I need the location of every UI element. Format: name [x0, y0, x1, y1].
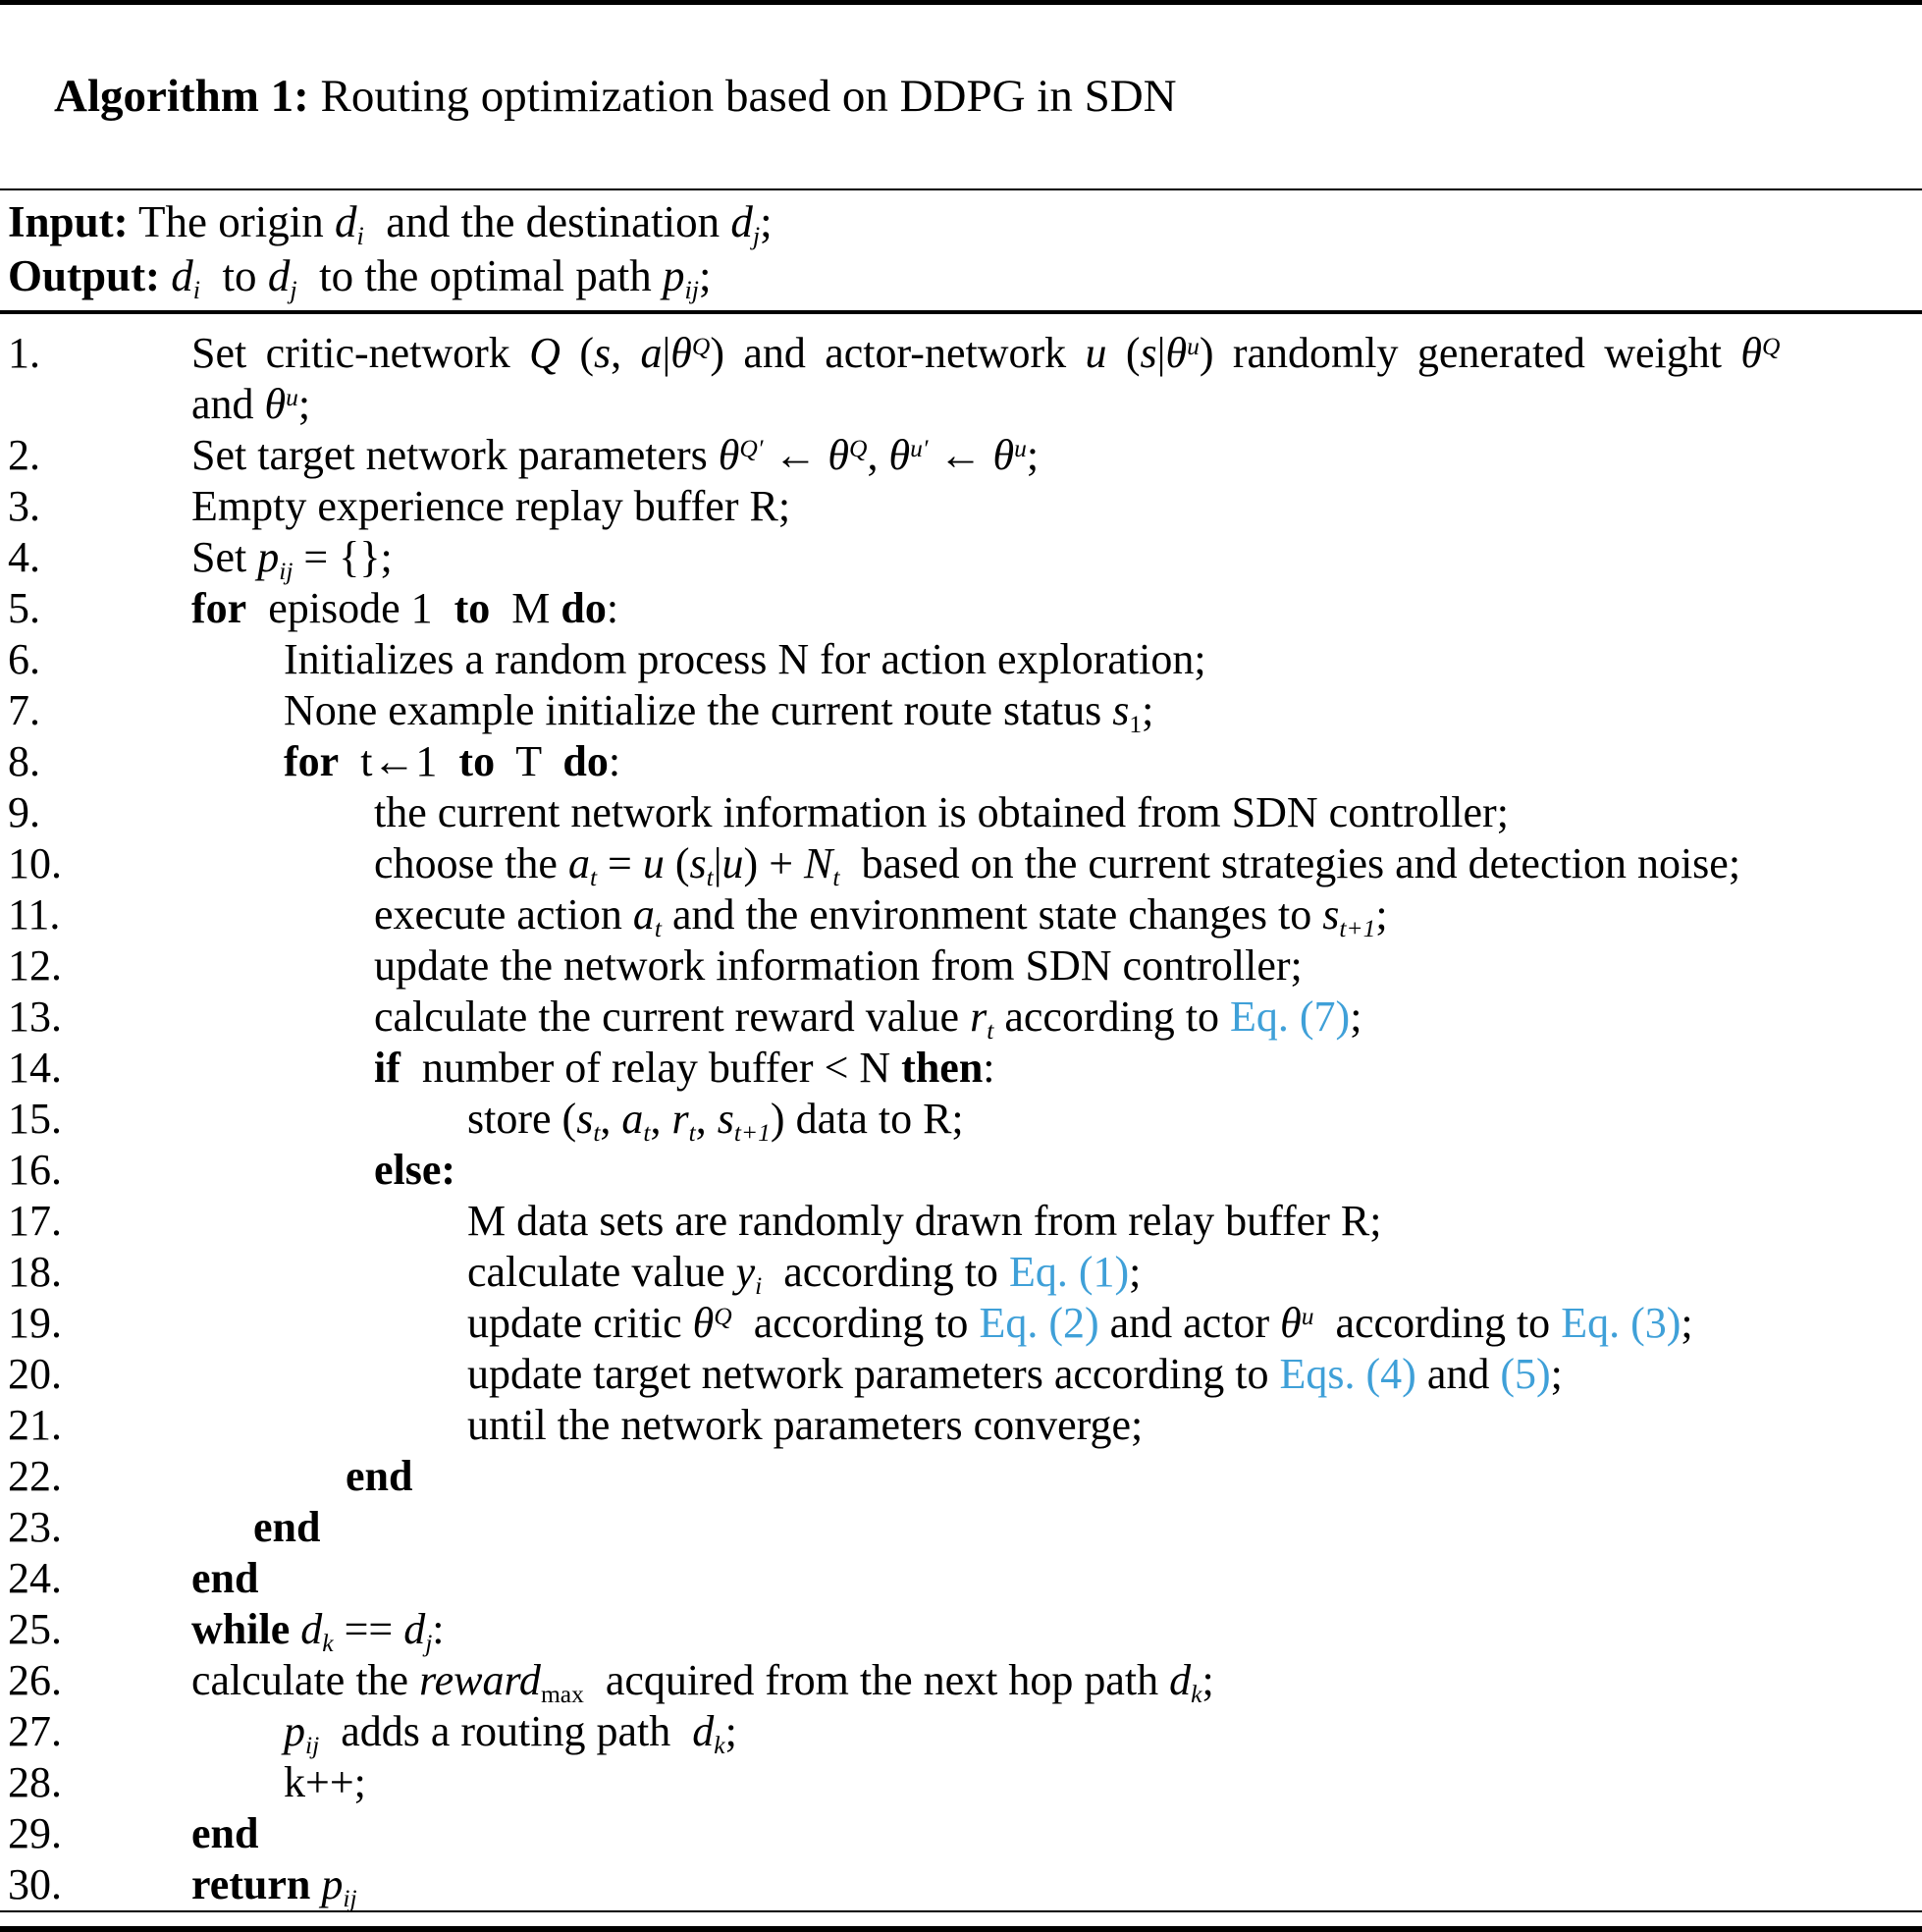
line-number: 16.: [8, 1146, 62, 1195]
input-line: [0, 190, 1922, 249]
text-run: θ: [264, 380, 287, 429]
text-run: Q: [714, 1301, 732, 1330]
text-run: u′: [910, 433, 929, 462]
text-run: d: [692, 1707, 715, 1756]
text-run: ;: [1026, 431, 1040, 480]
text-run: θ: [888, 431, 911, 480]
equation-ref-link[interactable]: Eq. (3): [1561, 1299, 1682, 1348]
text-run: the current network information is obtained from SDN controller;: [374, 788, 1509, 837]
line-number: 27.: [8, 1707, 62, 1756]
output-line: [0, 249, 1922, 310]
text-run: t←1: [339, 737, 459, 786]
text-run: t: [832, 862, 840, 891]
text-run: ij: [343, 1883, 357, 1912]
line-content: [191, 1859, 357, 1910]
algorithm-line-23: [0, 1502, 1922, 1553]
text-run: r: [671, 1095, 689, 1144]
text-run: calculate value: [467, 1248, 736, 1297]
text-run: j: [290, 275, 297, 304]
algorithm-line-5: [0, 583, 1922, 634]
algorithm-line-24: [0, 1553, 1922, 1604]
text-run: according to: [731, 1299, 980, 1348]
line-number: 13.: [8, 993, 62, 1042]
algorithm-line-18: [0, 1247, 1922, 1298]
text-run: :: [606, 584, 619, 633]
equation-ref-link[interactable]: Eq. (7): [1230, 993, 1351, 1042]
text-run: ;: [1350, 993, 1362, 1042]
text-run: and: [191, 380, 265, 429]
text-run: Q′: [739, 433, 764, 462]
text-run: u: [1014, 433, 1027, 462]
text-run: θ: [828, 431, 850, 480]
algorithm-line-15: [0, 1094, 1922, 1145]
line-number: 20.: [8, 1350, 62, 1399]
text-run: Q: [691, 331, 711, 360]
text-run: Q: [1761, 331, 1781, 360]
equation-ref-link[interactable]: (5): [1500, 1350, 1551, 1399]
text-run: update the network information from SDN controller;: [374, 941, 1303, 991]
text-run: Set critic-network: [191, 329, 530, 378]
line-number: 1.: [8, 329, 40, 378]
text-run: d: [730, 197, 753, 247]
line-content: [191, 1094, 964, 1145]
text-run: (: [1106, 329, 1141, 378]
text-run: ←: [928, 431, 993, 480]
line-number: 17.: [8, 1197, 62, 1246]
algorithm-line-28: [0, 1757, 1922, 1808]
text-run: to: [454, 584, 491, 633]
text-run: ;: [1142, 686, 1154, 735]
text-run: ) data to R;: [770, 1095, 964, 1144]
text-run: ==: [333, 1605, 404, 1654]
text-run: according to: [993, 993, 1231, 1042]
text-run: Output:: [8, 251, 161, 301]
line-content: [191, 1553, 258, 1604]
text-run: ,: [695, 1095, 718, 1144]
text-run: :: [608, 737, 621, 786]
text-run: ;: [1550, 1350, 1563, 1399]
text-run: s: [1322, 890, 1340, 939]
text-run: t: [987, 1015, 994, 1045]
algorithm-line-26: [0, 1655, 1922, 1706]
text-run: (: [664, 839, 690, 888]
text-run: d: [267, 251, 291, 301]
line-content: [191, 1196, 1381, 1247]
line-content: [191, 1247, 1141, 1298]
text-run: ,: [650, 1095, 672, 1144]
algorithm-line-21: [0, 1400, 1922, 1451]
text-run: k: [1191, 1679, 1202, 1708]
line-content: [191, 1655, 1214, 1706]
line-content: [191, 1808, 258, 1859]
line-number: 3.: [8, 482, 40, 531]
algorithm-line-2: [0, 430, 1922, 481]
text-run: p: [663, 251, 685, 301]
text-run: t: [654, 913, 662, 942]
text-run: based on the current strategies and detection noise;: [839, 839, 1741, 888]
text-run: calculate the current reward value: [374, 993, 971, 1042]
algorithm-line-4: [0, 532, 1922, 583]
text-run: θ: [1165, 329, 1188, 378]
text-run: end: [253, 1503, 321, 1552]
line-number: 11.: [8, 890, 61, 939]
algorithm-line-6: [0, 634, 1922, 685]
text-run: and the destination: [363, 197, 731, 247]
algorithm-line-8: [0, 736, 1922, 787]
text-run: r: [970, 993, 988, 1042]
text-run: and actor-network: [724, 329, 1086, 378]
text-run: u: [642, 839, 665, 888]
text-run: and the environment state changes to: [661, 890, 1323, 939]
algorithm-line-11: [0, 889, 1922, 940]
line-number: 9.: [8, 788, 40, 837]
algorithm-line-12: [0, 940, 1922, 992]
line-content: [191, 328, 1780, 379]
line-content: [191, 532, 393, 583]
text-run: to the optimal path: [296, 251, 663, 301]
text-run: and: [1415, 1350, 1501, 1399]
line-content: [191, 992, 1361, 1043]
text-run: number of relay buffer < N: [400, 1044, 902, 1093]
text-run: for: [191, 584, 247, 633]
text-run: return: [191, 1860, 311, 1909]
line-content: [191, 634, 1206, 685]
text-run: Set target network parameters: [191, 431, 719, 480]
bottom-rule-thin: [0, 1910, 1922, 1912]
algorithm-line-16: [0, 1145, 1922, 1196]
text-run: k: [322, 1628, 334, 1657]
text-run: ij: [279, 556, 294, 585]
text-run: = {};: [293, 533, 393, 582]
text-run: Input:: [8, 197, 129, 247]
text-run: T: [495, 737, 563, 786]
line-number: [0, 379, 191, 430]
text-run: a: [567, 839, 590, 888]
algorithm-line-continuation: [0, 379, 1922, 430]
equation-ref-link[interactable]: Eqs. (4): [1279, 1350, 1416, 1399]
text-run: if: [374, 1044, 400, 1093]
text-run: update critic: [467, 1299, 693, 1348]
line-content: [191, 685, 1153, 736]
text-run: M data sets are randomly drawn from relay buffer R;: [467, 1197, 1382, 1246]
text-run: s: [717, 1095, 734, 1144]
line-content: [191, 1145, 455, 1196]
line-content: [191, 940, 1303, 992]
algorithm-line-17: [0, 1196, 1922, 1247]
text-run: j: [752, 221, 761, 250]
text-run: ←: [763, 431, 828, 480]
text-run: ij: [305, 1730, 320, 1759]
line-content: [191, 430, 1039, 481]
text-run: Q: [849, 433, 868, 462]
line-number: 18.: [8, 1248, 62, 1297]
algorithm-line-1: [0, 328, 1922, 379]
line-content: [191, 787, 1509, 838]
algorithm-body: [0, 314, 1922, 1910]
text-run: |: [713, 839, 722, 888]
text-run: k: [714, 1730, 725, 1759]
text-run: Set: [191, 533, 258, 582]
line-number: 10.: [8, 839, 62, 888]
text-run: t+1: [733, 1117, 771, 1147]
text-run: Initializes a random process N for action exploration;: [284, 635, 1206, 684]
text-run: i: [755, 1270, 763, 1300]
text-run: ,: [600, 1095, 622, 1144]
text-run: else:: [374, 1146, 456, 1195]
text-run: according to: [762, 1248, 1009, 1297]
line-content: [191, 1706, 737, 1757]
line-content: [191, 481, 790, 532]
text-run: d: [300, 1605, 323, 1654]
text-run: execute action: [374, 890, 633, 939]
text-run: ;: [1201, 1656, 1214, 1705]
bottom-rule-thick: [0, 1926, 1922, 1932]
text-run: ) +: [743, 839, 805, 888]
text-run: :: [983, 1044, 995, 1093]
text-run: to: [200, 251, 268, 301]
line-number: 25.: [8, 1605, 62, 1654]
text-run: end: [191, 1554, 259, 1603]
text-run: choose the: [374, 839, 568, 888]
algorithm-label: Algorithm 1:: [54, 70, 309, 122]
text-run: then: [901, 1044, 984, 1093]
text-run: ;: [297, 380, 311, 429]
line-number: 19.: [8, 1299, 62, 1348]
algorithm-line-22: [0, 1451, 1922, 1502]
algorithm-line-10: [0, 838, 1922, 889]
line-number: 8.: [8, 737, 40, 786]
text-run: ,: [611, 329, 641, 378]
line-number: 4.: [8, 533, 40, 582]
line-content: [191, 1400, 1143, 1451]
text-run: θ: [718, 431, 740, 480]
algorithm-line-20: [0, 1349, 1922, 1400]
text-run: end: [346, 1452, 413, 1501]
text-run: ;: [1375, 890, 1388, 939]
algorithm-line-27: [0, 1706, 1922, 1757]
line-number: 22.: [8, 1452, 62, 1501]
text-run: t+1: [1339, 913, 1376, 942]
text-run: i: [356, 221, 364, 250]
text-run: u: [1301, 1301, 1314, 1330]
text-run: θ: [692, 1299, 715, 1348]
line-number: 6.: [8, 635, 40, 684]
text-run: p: [284, 1707, 305, 1756]
text-run: u: [1085, 329, 1107, 378]
text-run: adds a routing path: [319, 1707, 693, 1756]
text-run: s: [593, 329, 612, 378]
line-content: [191, 1349, 1563, 1400]
text-run: t: [589, 862, 598, 891]
text-run: calculate the: [191, 1656, 420, 1705]
text-run: s: [576, 1095, 594, 1144]
line-content: [191, 1043, 995, 1094]
text-run: according to: [1313, 1299, 1562, 1348]
line-content: [191, 889, 1388, 940]
line-content: [191, 1502, 320, 1553]
text-run: [160, 251, 171, 300]
line-number: 7.: [8, 686, 40, 735]
text-run: s: [1112, 686, 1130, 735]
text-run: reward: [419, 1656, 541, 1705]
text-run: p: [257, 533, 280, 582]
text-run: M: [490, 584, 561, 633]
text-run: ): [1199, 329, 1214, 378]
text-run: a: [632, 890, 655, 939]
text-run: ,: [867, 431, 889, 480]
line-number: 26.: [8, 1656, 62, 1705]
text-run: [310, 1860, 321, 1908]
text-run: j: [425, 1628, 433, 1657]
algorithm-line-25: [0, 1604, 1922, 1655]
text-run: θ: [670, 329, 692, 378]
text-run: u: [721, 839, 744, 888]
text-run: end: [191, 1809, 259, 1858]
text-run: store (: [467, 1095, 577, 1144]
text-run: d: [334, 197, 357, 247]
algorithm-title-text: Routing optimization based on DDPG in SDN: [308, 70, 1177, 122]
text-run: ;: [760, 197, 773, 247]
line-number: 15.: [8, 1095, 62, 1144]
line-number: 30.: [8, 1860, 62, 1909]
line-content: [191, 583, 618, 634]
algorithm-title: [0, 5, 1922, 188]
text-run: and actor: [1098, 1299, 1281, 1348]
text-run: t: [706, 862, 714, 891]
text-run: while: [191, 1605, 291, 1654]
text-run: θ: [1740, 329, 1762, 378]
algorithm-line-13: [0, 992, 1922, 1043]
text-run: |: [662, 329, 671, 378]
line-number: 28.: [8, 1758, 62, 1807]
algorithm-line-3: [0, 481, 1922, 532]
text-run: =: [597, 839, 643, 888]
text-run: ): [710, 329, 724, 378]
text-run: ;: [1129, 1248, 1142, 1297]
text-run: (: [560, 329, 594, 378]
text-run: |: [1156, 329, 1166, 378]
algorithm-line-14: [0, 1043, 1922, 1094]
text-run: update target network parameters according to: [467, 1350, 1280, 1399]
line-number: 12.: [8, 941, 62, 991]
text-run: to: [458, 737, 496, 786]
text-run: θ: [1280, 1299, 1302, 1348]
line-number: 14.: [8, 1044, 62, 1093]
text-run: a: [621, 1095, 644, 1144]
algorithm-line-19: [0, 1298, 1922, 1349]
text-run: u: [286, 382, 298, 411]
text-run: Q: [529, 329, 561, 378]
text-run: until the network parameters converge;: [467, 1401, 1144, 1450]
text-run: ij: [684, 275, 699, 304]
line-number: 5.: [8, 584, 40, 633]
text-run: u: [1187, 331, 1200, 360]
text-run: a: [640, 329, 663, 378]
text-run: ;: [1681, 1299, 1693, 1348]
line-content: [191, 838, 1740, 889]
text-run: acquired from the next hop path: [583, 1656, 1170, 1705]
line-content: [191, 736, 620, 787]
text-run: θ: [992, 431, 1015, 480]
equation-ref-link[interactable]: Eq. (1): [1008, 1248, 1130, 1297]
text-run: t: [688, 1117, 696, 1147]
text-run: ;: [724, 1707, 737, 1756]
line-number: 21.: [8, 1401, 62, 1450]
algorithm-line-7: [0, 685, 1922, 736]
line-number: 29.: [8, 1809, 62, 1858]
line-content: [191, 1298, 1693, 1349]
text-run: [290, 1605, 300, 1653]
text-run: The origin: [128, 197, 335, 247]
equation-ref-link[interactable]: Eq. (2): [979, 1299, 1099, 1348]
text-run: episode 1: [246, 584, 454, 633]
text-run: Empty experience replay buffer R;: [191, 482, 791, 531]
text-run: None example initialize the current route status: [284, 686, 1113, 735]
text-run: do: [561, 584, 607, 633]
text-run: s: [689, 839, 707, 888]
line-number: 2.: [8, 431, 40, 480]
algorithm-line-9: [0, 787, 1922, 838]
text-run: y: [735, 1248, 756, 1297]
line-content: [191, 1451, 412, 1502]
line-number: 24.: [8, 1554, 62, 1603]
text-run: p: [321, 1860, 344, 1909]
text-run: t: [593, 1117, 601, 1147]
line-content: [191, 379, 310, 430]
text-run: i: [192, 275, 201, 304]
text-run: 1: [1129, 709, 1143, 738]
text-run: d: [403, 1605, 426, 1654]
algorithm-line-29: [0, 1808, 1922, 1859]
line-content: [191, 1604, 445, 1655]
text-run: ;: [699, 251, 712, 301]
text-run: for: [284, 737, 340, 786]
text-run: d: [171, 251, 193, 301]
text-run: d: [1169, 1656, 1192, 1705]
text-run: k++;: [284, 1758, 366, 1807]
line-content: [191, 1757, 366, 1808]
text-run: max: [540, 1679, 584, 1708]
text-run: s: [1140, 329, 1157, 378]
line-number: 23.: [8, 1503, 62, 1552]
text-run: do: [562, 737, 609, 786]
algorithm-line-30: [0, 1859, 1922, 1910]
text-run: :: [432, 1605, 445, 1654]
text-run: randomly generated weight: [1213, 329, 1741, 378]
text-run: N: [804, 839, 833, 888]
text-run: t: [643, 1117, 651, 1147]
